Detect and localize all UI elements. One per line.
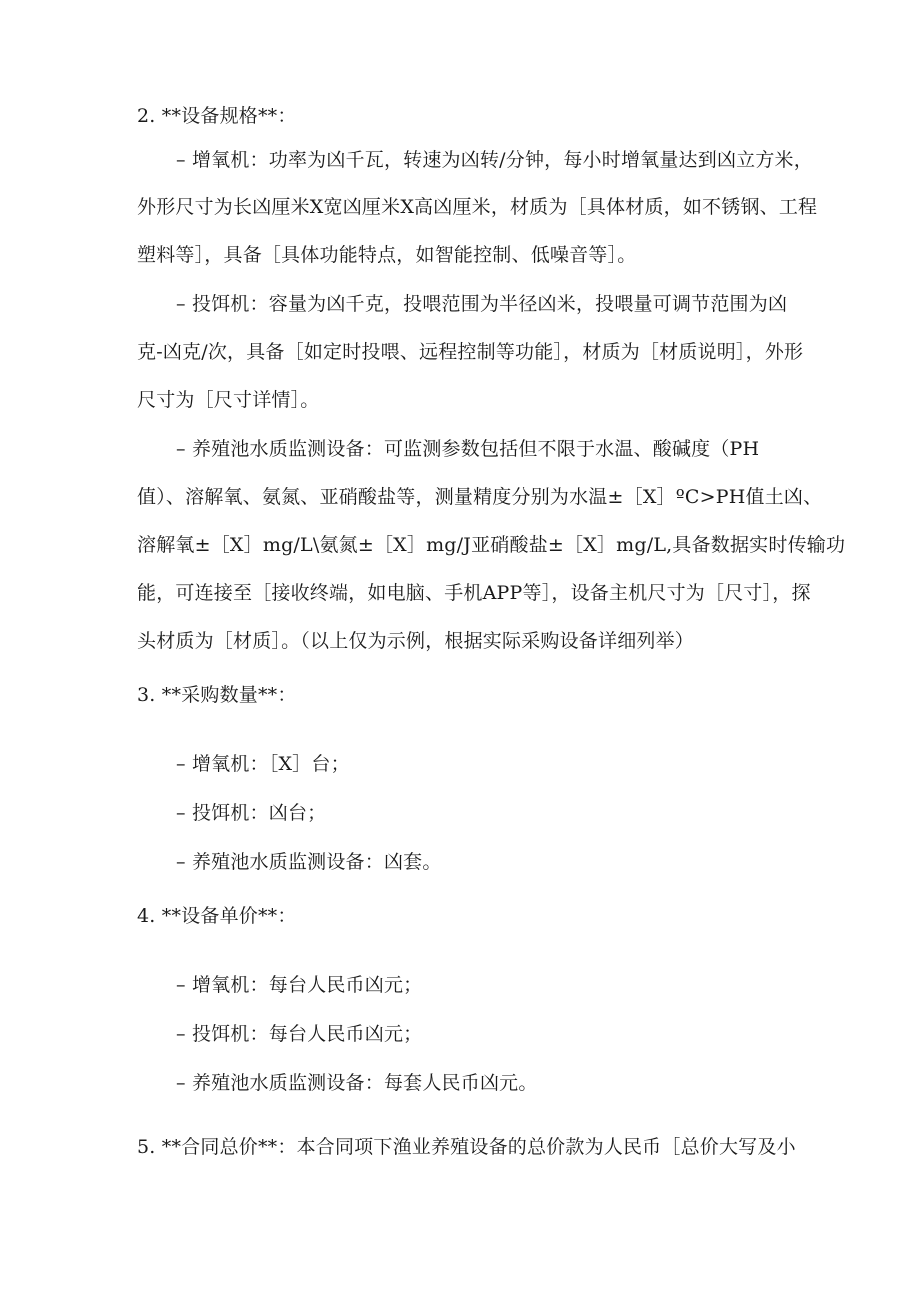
quantity-feeder: – 投饵机：凶台； — [176, 802, 327, 824]
spec-feeder-line-2: 克-凶克/次，具备［如定时投喂、远程控制等功能］，材质为［材质说明］，外形 — [137, 341, 804, 363]
spec-monitor-line-3: 溶解氧±［X］mg/L\氨氮±［X］mg/J亚硝酸盐±［X］mg/L,具备数据实时传输功 — [137, 534, 846, 556]
section-4-heading: 4. **设备单价**： — [137, 905, 297, 927]
quantity-aerator: – 增氧机：［X］台； — [176, 753, 350, 775]
price-monitor: – 养殖池水质监测设备：每套人民币凶元。 — [176, 1072, 538, 1094]
section-3-heading: 3. **采购数量**： — [137, 684, 297, 706]
spec-feeder-line-1: – 投饵机：容量为凶千克，投喂范围为半径凶米，投喂量可调节范围为凶 — [176, 293, 788, 315]
section-2-heading: 2. **设备规格**： — [137, 105, 297, 127]
spec-feeder-line-3: 尺寸为［尺寸详情］。 — [137, 389, 320, 411]
spec-aerator-line-2: 外形尺寸为长凶厘米X宽凶厘米X高凶厘米，材质为［具体材质，如不锈钢、工程 — [137, 196, 818, 218]
spec-monitor-line-4: 能，可连接至［接收终端，如电脑、手机APP等］，设备主机尺寸为［尺寸］，探 — [137, 582, 811, 604]
spec-monitor-line-5: 头材质为［材质］。（以上仅为示例，根据实际采购设备详细列举） — [137, 630, 695, 652]
section-5-heading: 5. **合同总价**：本合同项下渔业养殖设备的总价款为人民币［总价大写及小 — [137, 1136, 796, 1158]
spec-monitor-line-2: 值）、溶解氧、氨氮、亚硝酸盐等，测量精度分别为水温±［X］ºC>PH值土凶、 — [137, 486, 823, 508]
price-aerator: – 增氧机：每台人民币凶元； — [176, 974, 423, 996]
spec-aerator-line-1: – 增氧机：功率为凶千瓦，转速为凶转/分钟，每小时增氧量达到凶立方米， — [176, 149, 813, 171]
price-feeder: – 投饵机：每台人民币凶元； — [176, 1023, 423, 1045]
spec-monitor-line-1: – 养殖池水质监测设备：可监测参数包括但不限于水温、酸碱度（PH — [176, 438, 760, 460]
quantity-monitor: – 养殖池水质监测设备：凶套。 — [176, 851, 442, 873]
spec-aerator-line-3: 塑料等］，具备［具体功能特点，如智能控制、低噪音等］。 — [137, 244, 637, 266]
